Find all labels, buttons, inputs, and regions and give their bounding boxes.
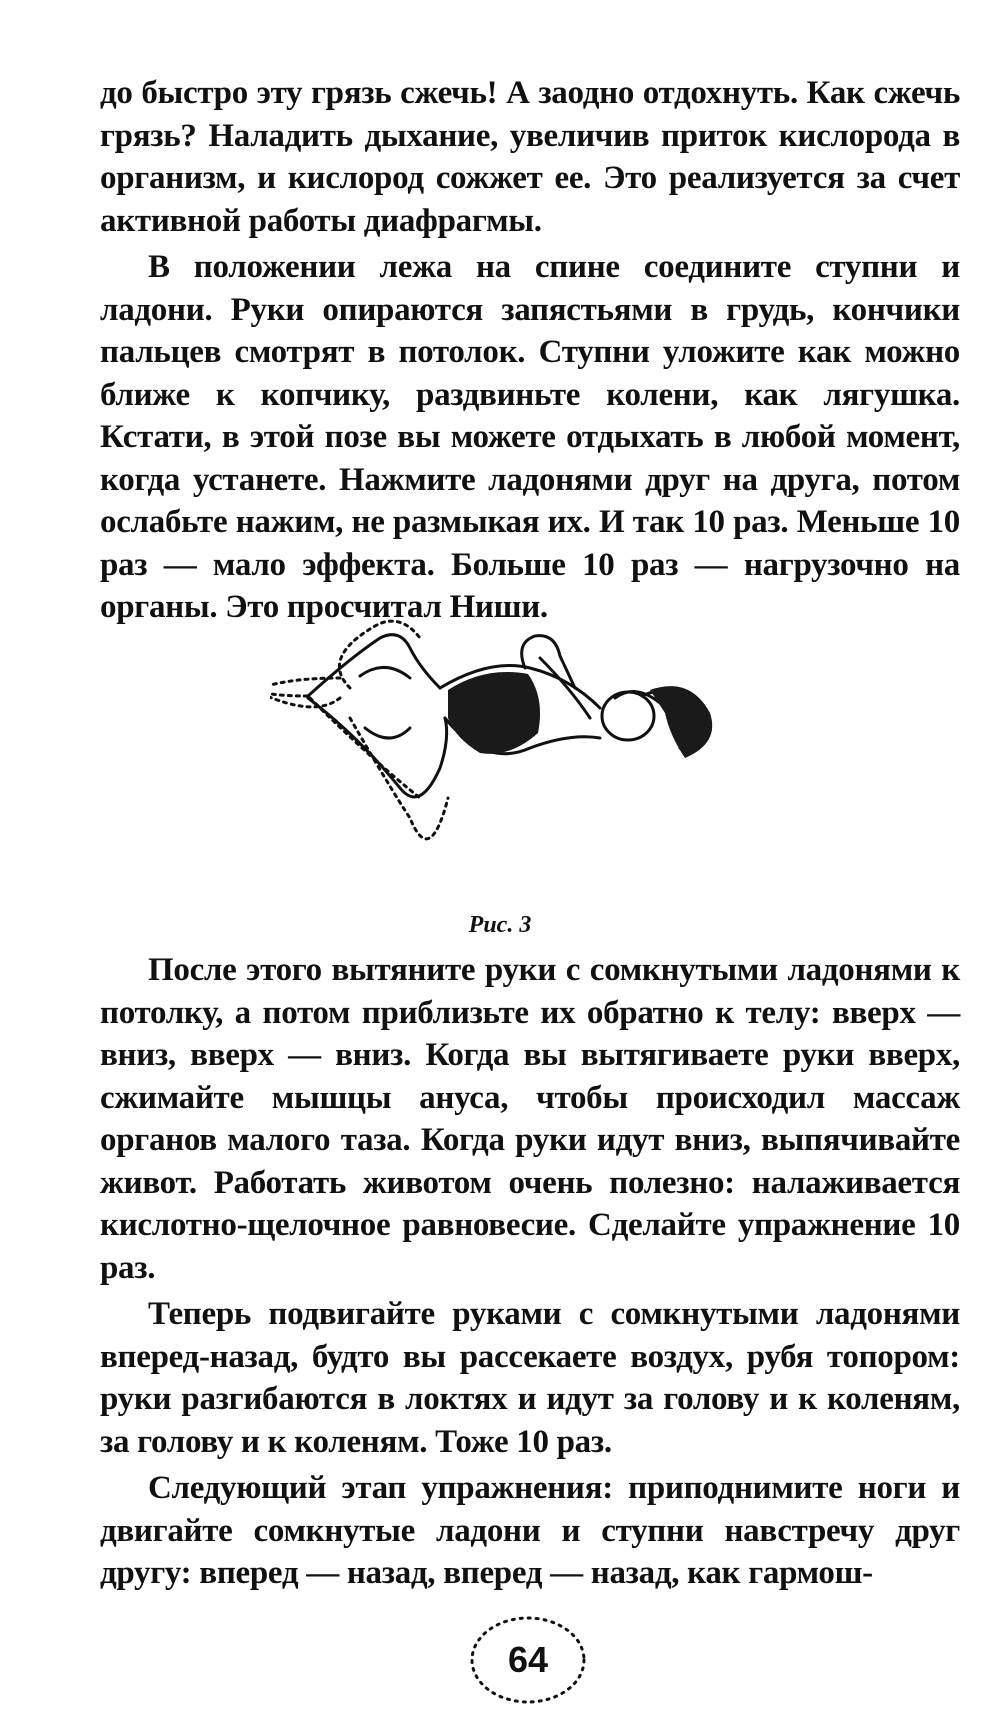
exercise-illustration bbox=[270, 618, 760, 918]
page-number bbox=[466, 1612, 590, 1708]
paragraph: Теперь подвигайте руками с сомкнутыми ладонями вперед-назад, будто вы рассекаете воздух, рубя топором: руки разгибаются в локтях и идут за голову и к коленям, за голову и к коленям. Тоже 10 раз. bbox=[100, 1296, 960, 1460]
paragraph: В положении лежа на спине соедините ступни и ладони. Руки опираются запястьями в грудь, кончики пальцев смотрят в потолок. Ступни уложите как можно ближе к копчику, раздвиньте колени, как лягушка. Кстати, в этой позе вы можете отдыхать в любой момент, когда устанете. Нажмите ладонями друг на друга, потом ослабьте нажим, не размыкая их. И так 10 раз. Меньше 10 раз — мало эффекта. Больше 10 раз — нагрузочно на органы. Это просчитал Ниши. bbox=[100, 249, 960, 625]
paragraph: Следующий этап упражнения: приподнимите ноги и двигайте сомкнутые ладони и ступни навстречу друг другу: вперед — назад, вперед — назад, как гармош- bbox=[100, 1470, 960, 1591]
page-number-text: 64 bbox=[507, 1639, 549, 1680]
text-block-bottom bbox=[100, 949, 960, 1595]
paragraph: После этого вытяните руки с сомкнутыми ладонями к потолку, а потом приблизьте их обратно к телу: вверх — вниз, вверх — вниз. Когда вы вытягиваете руки вверх, сжимайте мышцы ануса, чтобы происходил массаж органов малого таза. Когда руки идут вниз, выпячивайте живот. Работать животом очень полезно: налаживается кислотно-щелочное равновесие. Сделайте упражнение 10 раз. bbox=[100, 952, 960, 1286]
figure-caption: Рис. 3 bbox=[468, 912, 532, 938]
paragraph: до быстро эту грязь сжечь! А заодно отдохнуть. Как сжечь грязь? Наладить дыхание, увеличив приток кислорода в организм, и кислород сожжет ее. Это реализуется за счет активной работы диафрагмы. bbox=[100, 75, 960, 239]
text-block-top bbox=[100, 72, 960, 629]
